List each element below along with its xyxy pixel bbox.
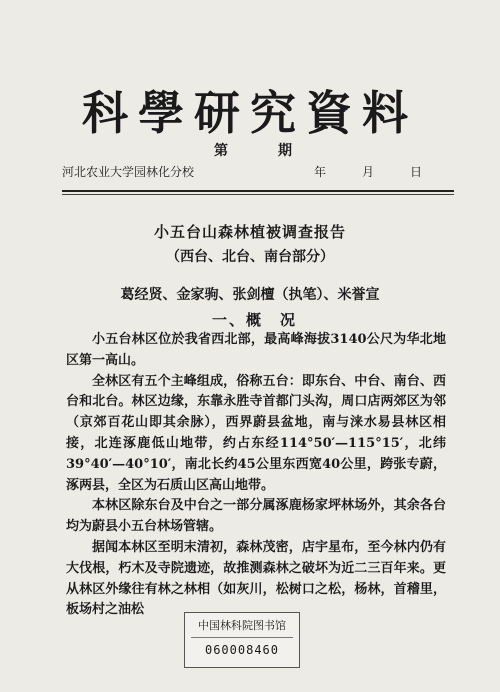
year-label: 年	[314, 165, 327, 179]
article-title: 小五台山森林植被调查报告	[153, 223, 346, 241]
journal-masthead: 科學研究資料	[82, 86, 418, 140]
paragraph: 据闻本林区至明末清初，森林茂密，店宇星布，至今林内仍有大伐根，朽木及寺院遗迹，故推测森林之破坏为近二三百年来。更从林区外缘往有林之林相（如灰川，松树口之松，杨林，首稽里，板场村之油松	[66, 539, 446, 618]
school-name: 河北农业大学园林化分校	[62, 165, 195, 179]
header-rule-thin	[62, 194, 454, 195]
issue-label: 第	[214, 143, 228, 159]
library-stamp-number: 060008460	[204, 643, 280, 657]
article-body	[66, 330, 446, 621]
library-stamp-name: 中国林科院图书馆	[198, 619, 286, 632]
month-label: 月	[362, 165, 375, 179]
article-subtitle: （西台、北台、南台部分）	[166, 249, 334, 265]
library-stamp	[184, 612, 300, 668]
paragraph: 全林区有五个主峰组成，俗称五台：即东台、中台、南台、西台和北台。林区边缘，东靠永胜寺首都门头沟，周口店两郊区为邻（京郊百花山即其余脉），西界蔚县盆地，南与涞水易县林区相接，北连涿鹿低山地带，约占东经114°50′—115°15′，北纬39°40′—40°10′，南北长约45公里东西宽40公里，跨张专蔚，涿两县，全区为石质山区高山地带。	[66, 373, 446, 493]
issue-period-label: 期	[278, 143, 292, 159]
day-label: 日	[410, 165, 423, 179]
article-authors: 葛经贤、金家驹、张剑檀（执笔）、米誉宣	[120, 287, 380, 303]
paragraph: 小五台林区位於我省西北部，最高峰海拔3140公尺为华北地区第一高山。	[66, 332, 446, 368]
library-stamp-divider	[191, 637, 293, 638]
header-rule	[62, 190, 454, 192]
section-heading: 一、概 况	[212, 311, 298, 329]
paragraph: 本林区除东台及中台之一部分属涿鹿杨家坪林场外，其余各台均为蔚县小五台林场管辖。	[66, 498, 446, 535]
